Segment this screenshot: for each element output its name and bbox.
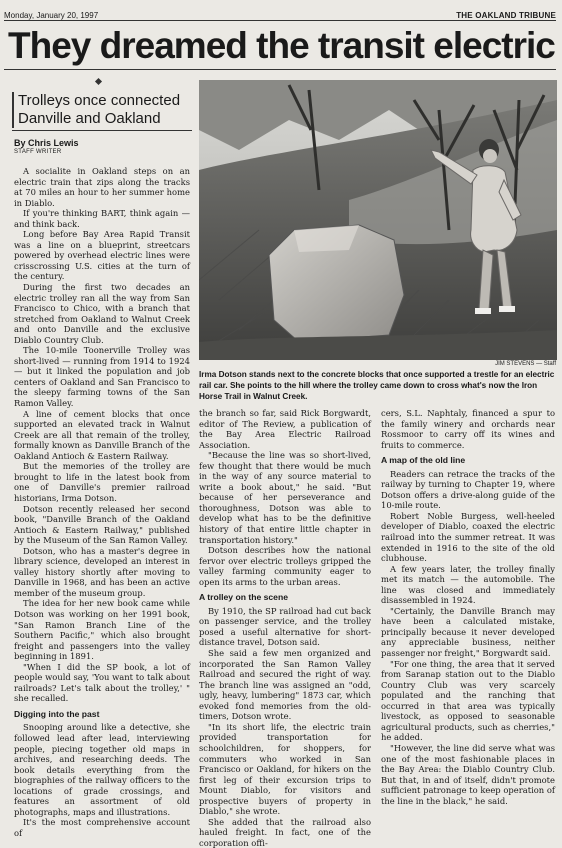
paragraph: cers, S.L. Naphtaly, financed a spur to the family winery and orchards near Rossmoor to carry off its wines and fruits to commerce.: [381, 408, 555, 450]
paragraph: But the memories of the trolley are brought to life in the latest book from one of Danville's premier railroad historians, Irma Dotson.: [14, 461, 190, 503]
headline-rule: [4, 69, 556, 70]
paragraph: The 10-mile Toonerville Trolley was short-lived — running from 1914 to 1924 — but it linked the population and job centers of Oakland and San Francisco to the sleepy farming towns of the San Ramon Valley.: [14, 345, 190, 409]
paragraph: Robert Noble Burgess, well-heeled developer of Diablo, coaxed the electric railroad into the summer retreat. It was extended in 1916 to the site of the old clubhouse.: [381, 510, 555, 564]
news-photo: [199, 80, 557, 360]
paragraph: Snooping around like a detective, she followed lead after lead, interviewing people, piecing together old maps in archives, and researching deeds. The book details everything from the biographies of the railway officers to the locations of grade crossings, and features an assortment of old photographs, maps and illustrations.: [14, 722, 190, 817]
article-column-1: [14, 166, 190, 838]
byline-role: STAFF WRITER: [14, 149, 62, 155]
subhead: A trolley on the scene: [199, 592, 288, 603]
paragraph: "Certainly, the Danville Branch may have been a calculated mistake, principally because it never developed any appreciable business, neither passenger nor freight," Borgwardt said.: [381, 605, 555, 659]
paragraph: The idea for her new book came while Dotson was working on her 1991 book, "San Ramon Branch Line of the Southern Pacific," which also brought freight and passengers into the valley beginning in 1891.: [14, 598, 190, 662]
paragraph: By 1910, the SP railroad had cut back on passenger service, and the trolley posed a useful alternative for short-distance travel, Dotson said.: [199, 605, 371, 648]
paragraph: Dotson describes how the national fervor over electric trolleys gripped the valley farming community eager to open its arms to the urban areas.: [199, 545, 371, 587]
newspaper-name: THE OAKLAND TRIBUNE: [456, 11, 556, 20]
subhead: A map of the old line: [381, 455, 466, 466]
paragraph: Dotson, who has a master's degree in library science, developed an interest in valley history shortly after moving to Danville in 1968, and has been an active member of the museum group.: [14, 545, 190, 598]
paragraph: "Because the line was so short-lived, few thought that there would be much in the way of any source material to write a book about," he said. "But because of her perseverance and thoroughness, Dotson was able to develop what has to be the definitive history of that entire little chapter in transportation history.": [199, 450, 371, 545]
deck-headline: [12, 92, 198, 128]
byline-name: By Chris Lewis: [14, 138, 79, 148]
photo-illustration: [199, 80, 557, 360]
paragraph: "When I did the SP book, a lot of people would say, 'You want to talk about railroads? Let's talk about the trolley,' " she recalled.: [14, 661, 190, 704]
paragraph: Dotson recently released her second book, "Danville Branch of the Oakland Antioch & Eastern Railway," published by the Museum of the San Ramon Valley.: [14, 503, 190, 546]
paragraph: "For one thing, the area that it served from Saranap station out to the Diablo Country Club was very scarcely populated and the ranching that occurred in that area was typically livestock, as opposed to seasonable agricultural products, such as cherries," he added.: [381, 658, 555, 743]
paragraph: During the first two decades an electric trolley ran all the way from San Francisco to Chico, with a branch that stretched from Oakland to Walnut Creek and onto Danville and the exclusive Diablo Country Club.: [14, 282, 190, 345]
paragraph: "In its short life, the electric train provided transportation for schoolchildren, for shoppers, for commuters who worked in San Francisco or Oakland, for hikers on the first leg of their excursion trips to Mount Diablo, for visitors and prospective buyers of property in Diablo," she wrote.: [199, 721, 371, 817]
paragraph: Long before Bay Area Rapid Transit was a line on a blueprint, streetcars powered by overhead electric lines were crisscrossing U.S. cities at the turn of the century.: [14, 229, 190, 282]
paragraph: She said a few men organized and incorporated the San Ramon Valley Railroad and secured the right of way. The branch line was assigned an "odd, ugly, heavy, lumbering" 1873 car, which evoked fond memories from the old-timers, Dotson wrote.: [199, 648, 371, 722]
paragraph: Readers can retrace the tracks of the railway by turning to Chapter 19, where Dotson offers a drive-along guide of the 10-mile route.: [381, 468, 555, 511]
article-column-2: [199, 408, 371, 848]
headline: They dreamed the transit electric: [8, 25, 555, 66]
deck-line-1: Trolleys once connected: [18, 92, 181, 109]
subhead: Digging into the past: [14, 708, 100, 719]
paragraph: It's the most comprehensive account of: [14, 817, 190, 838]
deck-rule: [12, 130, 192, 131]
paragraph: If you're thinking BART, think again — and think back.: [14, 208, 190, 229]
paragraph: the branch so far, said Rick Borgwardt, editor of The Review, a publication of the Bay Area Electric Railroad Association.: [199, 408, 371, 450]
paragraph: A socialite in Oakland steps on an electric train that zips along the tracks at 70 miles an hour to her summer home in Diablo.: [14, 166, 190, 208]
photo-caption: Irma Dotson stands next to the concrete blocks that once supported a trestle for an electric rail car. She points to the hill where the trolley came down to cross what's now the Iron Horse Trail in Walnut Creek.: [199, 370, 555, 401]
deck-line-2: Danville and Oakland: [18, 110, 161, 127]
article-column-3: [381, 408, 555, 806]
paragraph: A few years later, the trolley finally met its match — the automobile. The line was closed and immediately disassembled in 1924.: [381, 563, 555, 606]
photo-credit: JIM STEVENS — Staff: [495, 361, 556, 367]
paragraph: She added that the railroad also hauled freight. In fact, one of the corporation offi-: [199, 816, 371, 848]
issue-date: Monday, January 20, 1997: [4, 11, 99, 20]
page-header: [4, 6, 556, 21]
paragraph: A line of cement blocks that once supported an elevated track in Walnut Creek are all that remain of the trolley, formally known as Danville Branch of the Oakland Antioch & Eastern Railway.: [14, 408, 190, 461]
ornament-diamond: [95, 78, 102, 85]
paragraph: "However, the line did serve what was one of the most fashionable places in the Bay Area: the Diablo Country Club. But that, in and of itself, didn't promote sufficient patronage to keep operation of the line in the black," he said.: [381, 742, 555, 806]
byline: [14, 138, 79, 155]
